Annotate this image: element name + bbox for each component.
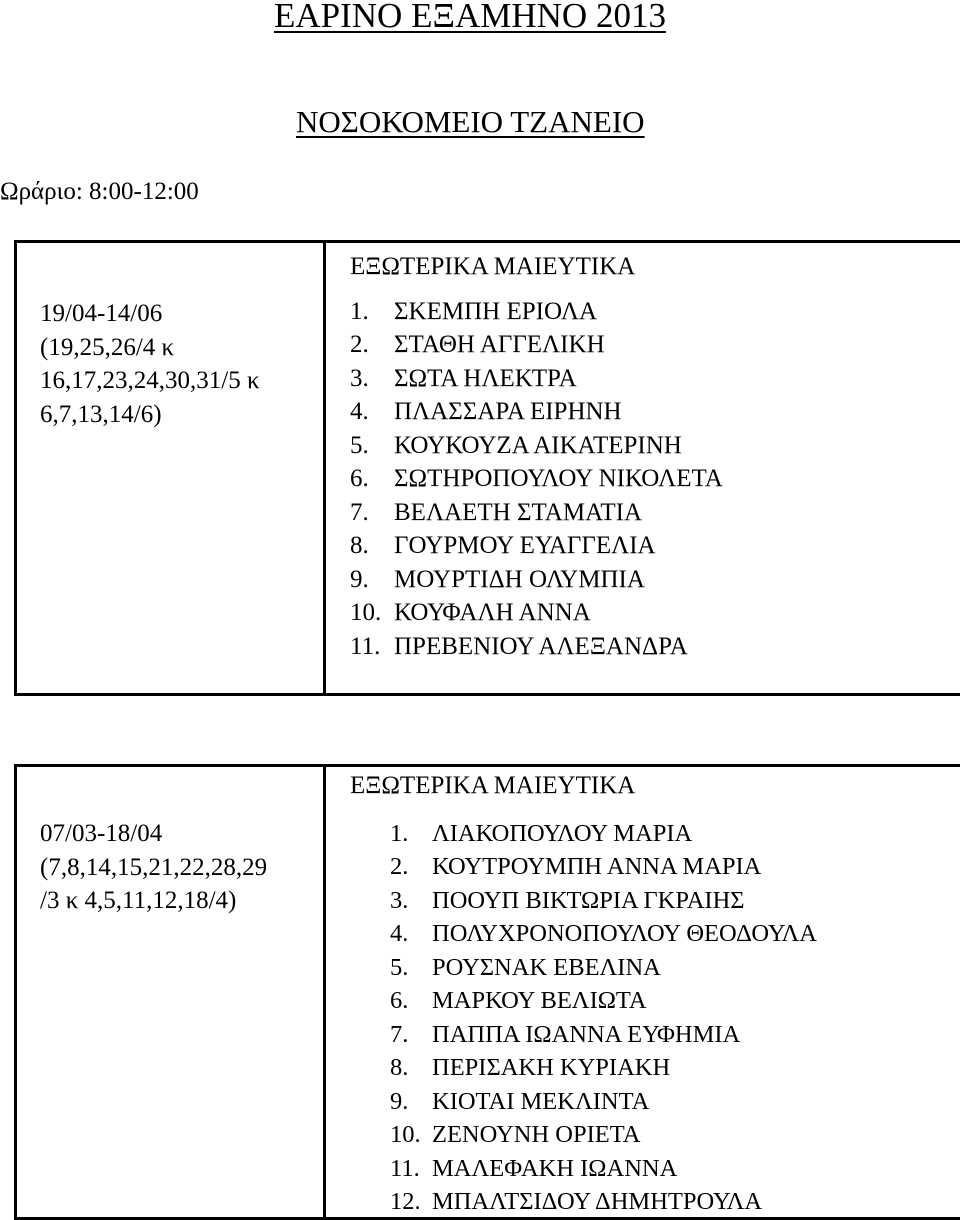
list-item [350,596,723,629]
student-name: ΠΕΡΙΣΑΚΗ ΚΥΡΙΑΚΗ [432,1054,671,1082]
student-list [350,295,723,663]
student-name: ΚΟΥΤΡΟΥΜΠΗ ΑΝΝΑ ΜΑΡΙΑ [432,853,762,881]
rotation-block-2 [14,764,960,1220]
date-line: 16,17,23,24,30,31/5 κ [40,367,260,394]
student-name: ΓΟΥΡΜΟΥ ΕΥΑΓΓΕΛΙΑ [394,532,656,560]
student-name: ΠΛΑΣΣΑΡΑ ΕΙΡΗΝΗ [394,398,622,426]
student-name: ΜΑΡΚΟΥ ΒΕΛΙΩΤΑ [432,987,647,1015]
student-name: ΒΕΛΑΕΤΗ ΣΤΑΜΑΤΙΑ [394,498,643,526]
rotation-dates [40,297,260,431]
section-heading: ΕΞΩΤΕΡΙΚΑ ΜΑΙΕΥΤΙΚΑ [350,772,636,799]
date-line: /3 κ 4,5,11,12,18/4) [40,887,237,914]
item-number: 2. [390,853,409,881]
item-number: 6. [350,465,369,493]
item-number: 7. [390,1020,409,1048]
student-name: ΜΑΛΕΦΑΚΗ ΙΩΑΝΝΑ [432,1154,678,1182]
student-name: ΖΕΝΟΥΝΗ ΟΡΙΕΤΑ [432,1121,641,1149]
date-line: 6,7,13,14/6) [40,400,162,428]
list-item [390,850,817,883]
list-item [350,462,723,495]
date-line: 19/04-14/06 [40,300,163,327]
list-item [390,1185,817,1218]
item-number: 9. [390,1087,409,1115]
student-name: ΣΩΤΑ ΗΛΕΚΤΡΑ [394,364,577,392]
item-number: 12. [390,1187,421,1215]
item-number: 10. [390,1121,421,1149]
date-line: 07/03-18/04 [40,820,163,847]
item-number: 4. [350,398,369,426]
student-name: ΠΟΛΥΧΡΟΝΟΠΟΥΛΟΥ ΘΕΟΔΟΥΛΑ [432,920,817,948]
list-item [350,362,723,395]
list-item [350,429,723,462]
student-name: ΚΟΥΚΟΥΖΑ ΑΙΚΑΤΕΡΙΝΗ [394,431,682,459]
student-name: ΠΑΠΠΑ ΙΩΑΝΝΑ ΕΥΦΗΜΙΑ [432,1020,741,1048]
list-item [350,529,723,562]
page-title: ΕΑΡΙΝΟ ΕΞΑΜΗΝΟ 2013 [274,0,666,35]
list-item [350,496,723,529]
item-number: 2. [350,331,369,359]
student-name: ΣΩΤΗΡΟΠΟΥΛΟΥ ΝΙΚΟΛΕΤΑ [394,465,723,493]
list-item [390,984,817,1017]
list-item [390,884,817,917]
student-name: ΚΙΟΤΑΙ ΜΕΚΛΙΝΤΑ [432,1087,650,1115]
item-number: 1. [350,298,369,325]
list-item [350,563,723,596]
list-item [390,1051,817,1084]
item-number: 10. [350,599,382,627]
column-divider [323,767,326,1217]
list-item [350,328,723,361]
section-heading: ΕΞΩΤΕΡΙΚΑ ΜΑΙΕΥΤΙΚΑ [350,253,636,280]
student-name: ΣΤΑΘΗ ΑΓΓΕΛΙΚΗ [394,331,605,359]
item-number: 9. [350,565,369,593]
item-number: 5. [350,431,369,459]
date-line: (7,8,14,15,21,22,28,29 [40,853,268,881]
student-name: ΣΚΕΜΠΗ ΕΡΙΟΛΑ [394,298,598,325]
student-name: ΚΟΥΦΑΛΗ ΑΝΝΑ [394,599,591,627]
list-item [390,1018,817,1051]
item-number: 5. [390,953,409,981]
list-item [390,917,817,950]
list-item [350,395,723,428]
student-name: ΠΟΟΥΠ ΒΙΚΤΩΡΙΑ ΓΚΡΑΙΗΣ [432,886,745,914]
list-item [390,1152,817,1185]
list-item [350,630,723,663]
column-divider [323,243,326,693]
item-number: 11. [350,632,381,660]
student-name: ΠΡΕΒΕΝΙΟΥ ΑΛΕΞΑΝΔΡΑ [394,632,688,660]
hospital-heading: ΝΟΣΟΚΟΜΕΙΟ ΤΖΑΝΕΙΟ [296,104,645,139]
student-list [390,817,817,1218]
schedule-hours: Ωράριο: 8:00-12:00 [0,178,199,205]
student-name: ΛΙΑΚΟΠΟΥΛΟΥ ΜΑΡΙΑ [432,820,693,847]
list-item [390,951,817,984]
list-item [390,817,817,850]
list-item [390,1118,817,1151]
list-item [390,1085,817,1118]
item-number: 8. [390,1054,409,1082]
item-number: 1. [390,820,409,847]
rotation-block-1 [14,240,960,696]
rotation-dates [40,817,267,918]
item-number: 7. [350,498,369,526]
student-name: ΡΟΥΣΝΑΚ ΕΒΕΛΙΝΑ [432,953,661,981]
date-line: (19,25,26/4 κ [40,333,175,361]
student-name: ΜΠΑΛΤΣΙΔΟΥ ΔΗΜΗΤΡΟΥΛΑ [432,1187,763,1215]
item-number: 8. [350,532,369,560]
item-number: 4. [390,920,409,948]
item-number: 11. [390,1154,420,1182]
item-number: 3. [390,886,409,914]
student-name: ΜΟΥΡΤΙΔΗ ΟΛΥΜΠΙΑ [394,565,645,593]
item-number: 6. [390,987,409,1015]
list-item [350,295,723,328]
item-number: 3. [350,364,369,392]
